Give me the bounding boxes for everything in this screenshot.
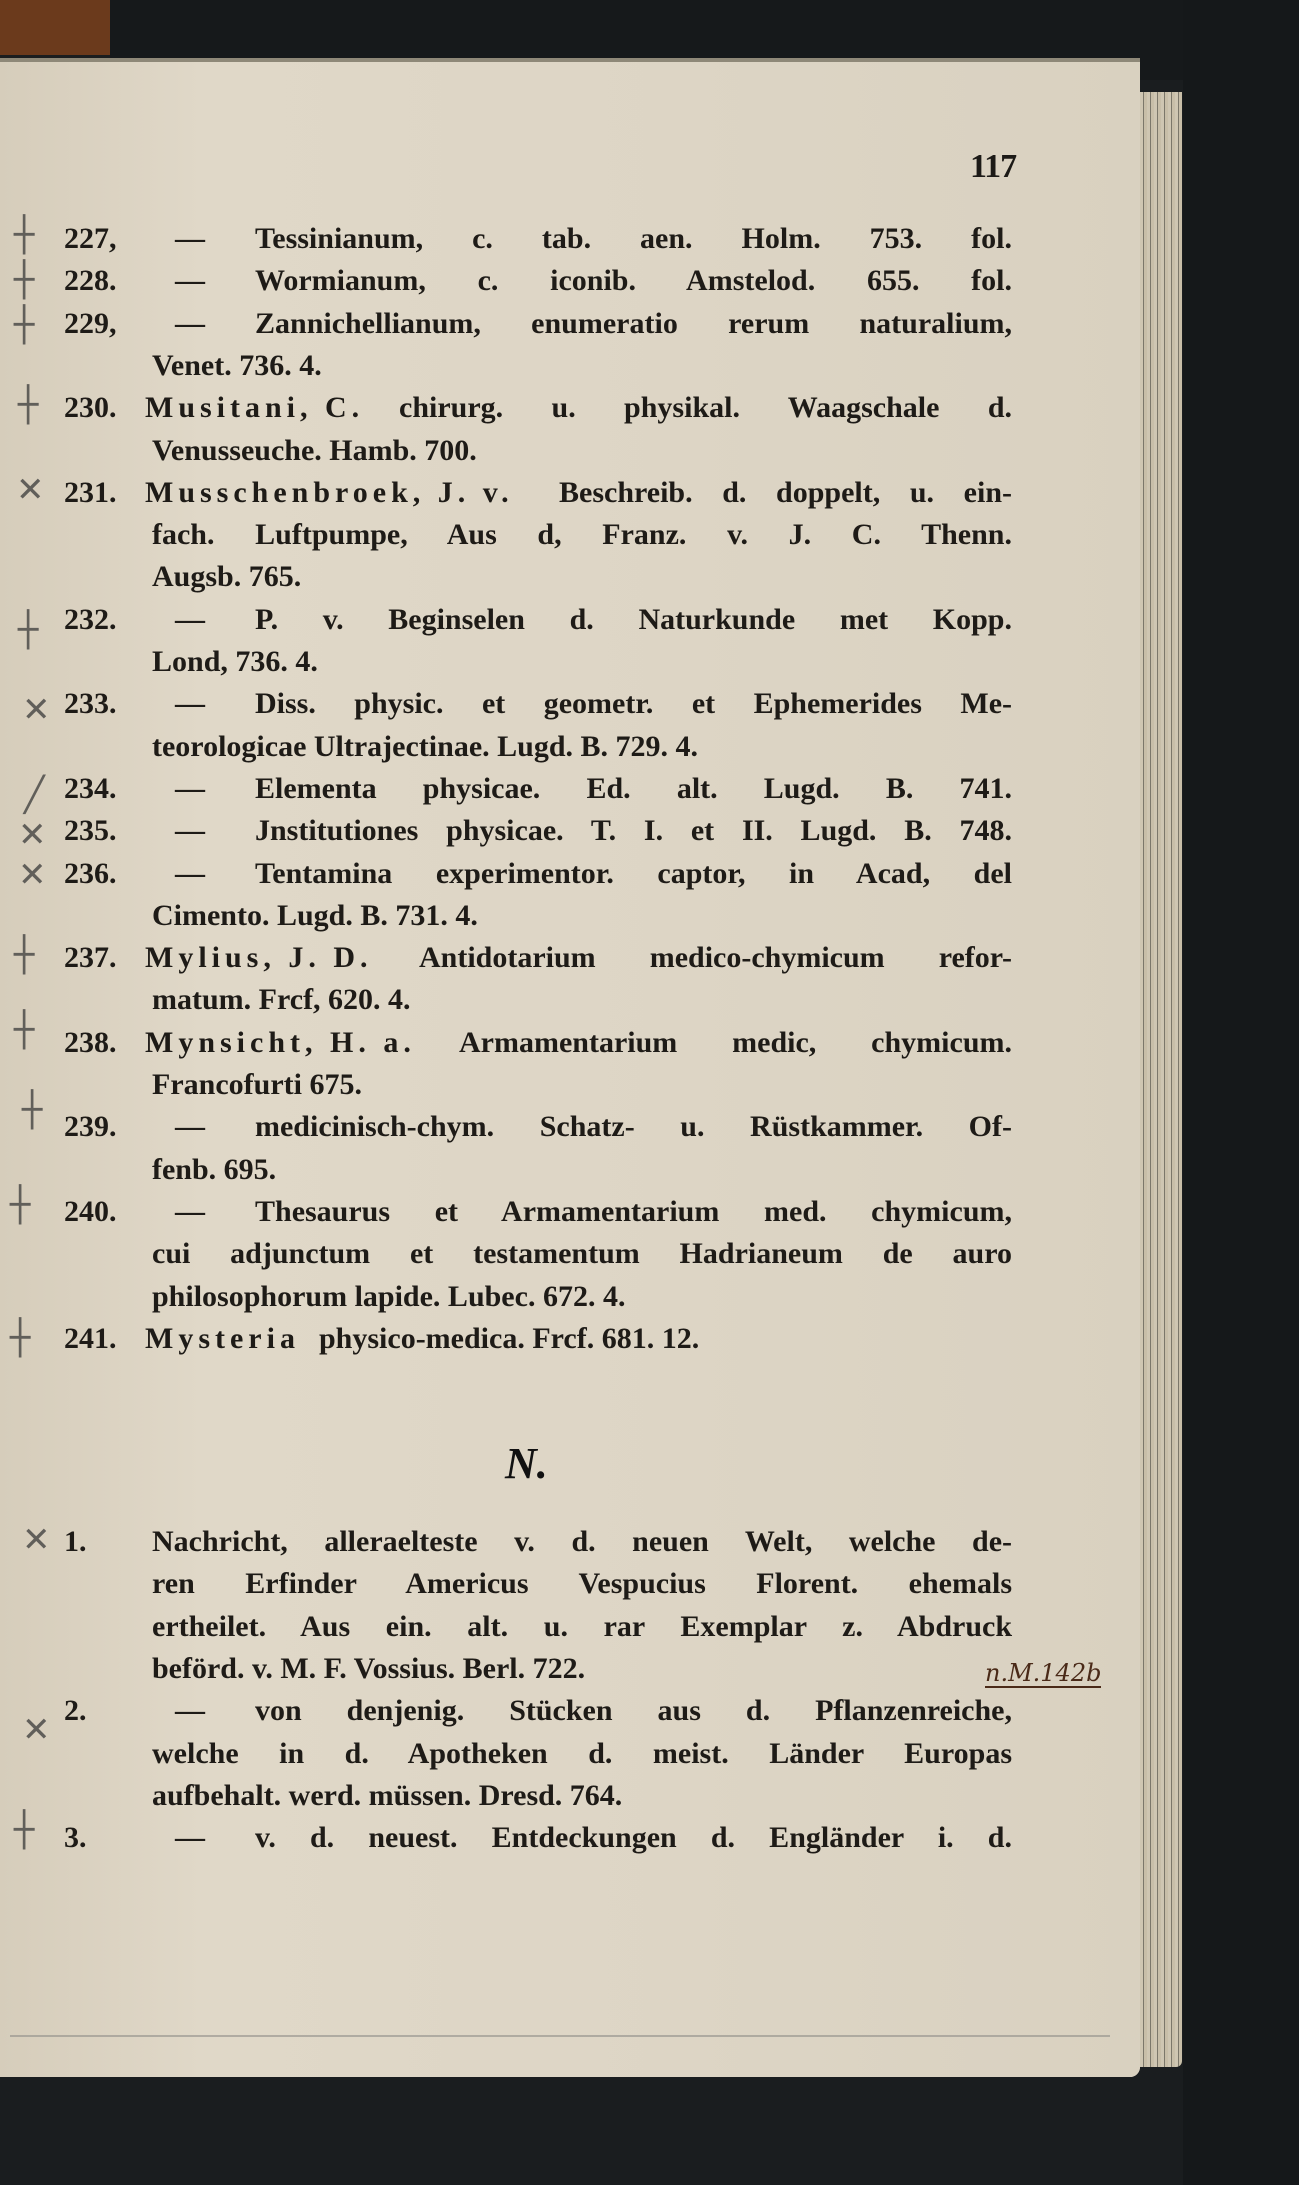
pencil-mark-icon: ┼ <box>22 1090 43 1130</box>
entry-text: Thesaurus et Armamentarium med. chymicum, <box>255 1194 1012 1228</box>
ditto-dash: — <box>175 1194 205 1228</box>
pencil-mark-icon: ✕ <box>22 690 51 730</box>
entry-line <box>0 1610 1140 1652</box>
entry-line <box>0 1694 1140 1736</box>
entry-text: von denjenig. Stücken aus d. Pflanzenreiche, <box>255 1694 1012 1728</box>
entry-line <box>0 476 1140 518</box>
entry-text-continued: matum. Frcf, 620. 4. <box>152 983 411 1017</box>
entry-line <box>0 1026 1140 1068</box>
entry-number: 241. <box>64 1321 117 1355</box>
entry-line <box>0 941 1140 983</box>
ditto-dash: — <box>175 602 205 636</box>
entry-text-continued: ren Erfinder Americus Vespucius Florent. ehemals <box>152 1567 1012 1601</box>
entry-text: Nachricht, alleraelteste v. d. neuen Welt, welche de- <box>152 1525 1012 1558</box>
entry-text: Beschreib. d. doppelt, u. ein- <box>559 475 1012 509</box>
entry-line <box>0 1237 1140 1279</box>
entry-text-continued: fach. Luftpumpe, Aus d, Franz. v. J. C. Thenn. <box>152 518 1012 552</box>
entry-line <box>0 1737 1140 1779</box>
pencil-mark-icon: ┼ <box>14 935 35 975</box>
entry-number: 228. <box>64 264 117 298</box>
entry-line <box>0 1322 1140 1364</box>
entry-text-continued: philosophorum lapide. Lubec. 672. 4. <box>152 1279 626 1313</box>
entry-text: Antidotarium medico-chymicum refor- <box>419 941 1012 975</box>
entry-line <box>0 391 1140 433</box>
pencil-mark-icon: ┼ <box>14 305 35 345</box>
entry-text-continued: welche in d. Apotheken d. meist. Länder Europas <box>152 1736 1012 1770</box>
entry-line <box>0 560 1140 602</box>
entry-text-continued: Cimento. Lugd. B. 731. 4. <box>152 898 478 932</box>
entry-author: Mylius, J. D. <box>145 941 373 975</box>
section-heading: N. <box>505 1439 548 1488</box>
pencil-line <box>10 2035 1110 2037</box>
entry-line <box>0 1280 1140 1322</box>
entry-text: Tentamina experimentor. captor, in Acad, del <box>255 856 1012 890</box>
entry-text-continued: teorologicae Ultrajectinae. Lugd. B. 729. 4. <box>152 729 699 763</box>
entry-text-continued: Lond, 736. 4. <box>152 645 318 678</box>
entry-number: 229, <box>64 306 117 340</box>
entry-author: Musitani, C. <box>145 391 365 425</box>
entry-number: 230. <box>64 391 117 425</box>
pencil-mark-icon: ┼ <box>14 260 35 300</box>
entry-text-continued: cui adjunctum et testamentum Hadrianeum de auro <box>152 1237 1012 1271</box>
entry-text: v. d. neuest. Entdeckungen d. Engländer i. d. <box>255 1821 1012 1855</box>
entry-text-continued: ertheilet. Aus ein. alt. u. rar Exemplar z. Abdruck <box>152 1609 1012 1643</box>
book-cover-corner <box>0 0 110 55</box>
ditto-dash: — <box>175 222 205 255</box>
entry-text-continued: Francofurti 675. <box>152 1068 362 1101</box>
entry-number: 232. <box>64 602 117 636</box>
pencil-mark-icon: ╱ <box>24 775 45 815</box>
entry-text-continued: beförd. v. M. F. Vossius. Berl. 722. <box>152 1651 586 1685</box>
entry-number: 237. <box>64 941 117 975</box>
entry-number: 1. <box>64 1525 87 1558</box>
entry-text: physico-medica. Frcf. 681. 12. <box>319 1321 700 1355</box>
pencil-mark-icon: ┼ <box>18 385 39 425</box>
ditto-dash: — <box>175 687 205 721</box>
handwritten-shelfmark: n.M.142b <box>985 1659 1102 1687</box>
entry-line <box>0 603 1140 645</box>
entry-line <box>0 1110 1140 1152</box>
entry-line <box>0 434 1140 476</box>
entry-number: 231. <box>64 475 117 509</box>
ditto-dash: — <box>175 306 205 340</box>
entry-line <box>0 1525 1140 1567</box>
entry-text: Wormianum, c. iconib. Amstelod. 655. fol. <box>255 264 1012 298</box>
pencil-mark-icon: ✕ <box>22 1520 51 1560</box>
ditto-dash: — <box>175 856 205 890</box>
ditto-dash: — <box>175 264 205 298</box>
entry-number: 2. <box>64 1694 87 1728</box>
entry-line <box>0 1652 1140 1694</box>
entry-text-continued: fenb. 695. <box>152 1152 277 1186</box>
entry-number: 238. <box>64 1025 117 1059</box>
entry-number: 3. <box>64 1821 87 1855</box>
entry-text-continued: Venet. 736. 4. <box>152 348 322 382</box>
entry-text-continued: Augsb. 765. <box>152 560 302 594</box>
entry-line <box>0 1153 1140 1195</box>
entry-line <box>0 1821 1140 1863</box>
ditto-dash: — <box>175 1821 205 1855</box>
entry-line <box>0 264 1140 306</box>
entry-number: 234. <box>64 771 117 805</box>
entry-text: Diss. physic. et geometr. et Ephemerides Me- <box>255 687 1012 721</box>
entry-line <box>0 645 1140 687</box>
pencil-mark-icon: ┼ <box>14 1810 35 1850</box>
pencil-mark-icon: ┼ <box>10 1318 31 1358</box>
entry-line <box>0 307 1140 349</box>
pencil-mark-icon: ✕ <box>22 1710 51 1750</box>
pencil-mark-icon: ┼ <box>14 215 35 255</box>
entry-text: Zannichellianum, enumeratio rerum naturalium, <box>255 306 1012 340</box>
entry-line <box>0 730 1140 772</box>
entry-text: Jnstitutiones physicae. T. I. et II. Lugd. B. 748. <box>255 814 1012 848</box>
entry-number: 239. <box>64 1110 117 1144</box>
entry-text-continued: aufbehalt. werd. müssen. Dresd. 764. <box>152 1778 623 1812</box>
entry-line <box>0 1068 1140 1110</box>
entry-number: 236. <box>64 856 117 890</box>
page-edges <box>1140 92 1182 2067</box>
entry-text: Tessinianum, c. tab. aen. Holm. 753. fol. <box>255 222 1012 255</box>
entry-line <box>0 222 1140 264</box>
ditto-dash: — <box>175 771 205 805</box>
pencil-mark-icon: ✕ <box>18 855 47 895</box>
entry-line <box>0 899 1140 941</box>
entry-line <box>0 1779 1140 1821</box>
entry-text: medicinisch-chym. Schatz- u. Rüstkammer. Of- <box>255 1110 1012 1144</box>
background-right <box>1183 0 1299 2185</box>
entry-line <box>0 772 1140 814</box>
entry-line <box>0 814 1140 856</box>
pencil-mark-icon: ✕ <box>18 815 47 855</box>
entry-text-continued: Venusseuche. Hamb. 700. <box>152 433 477 467</box>
page-number: 117 <box>970 148 1017 185</box>
entry-author: Musschenbroek, J. v. <box>145 475 514 509</box>
entry-text: P. v. Beginselen d. Naturkunde met Kopp. <box>255 602 1012 636</box>
entry-text: Elementa physicae. Ed. alt. Lugd. B. 741. <box>255 771 1012 805</box>
entry-line <box>0 518 1140 560</box>
entry-line <box>0 983 1140 1025</box>
pencil-mark-icon: ✕ <box>16 470 45 510</box>
pencil-mark-icon: ┼ <box>14 1010 35 1050</box>
entry-author: Mysteria <box>145 1321 300 1355</box>
entry-line <box>0 687 1140 729</box>
entry-line <box>0 857 1140 899</box>
ditto-dash: — <box>175 1694 205 1728</box>
ditto-dash: — <box>175 1110 205 1144</box>
pencil-mark-icon: ┼ <box>10 1185 31 1225</box>
entry-number: 235. <box>64 814 117 848</box>
ditto-dash: — <box>175 814 205 848</box>
entry-text: chirurg. u. physikal. Waagschale d. <box>399 391 1012 425</box>
entry-line <box>0 349 1140 391</box>
entry-number: 233. <box>64 687 117 721</box>
entry-line <box>0 1195 1140 1237</box>
entry-author: Mynsicht, H. a. <box>145 1025 416 1059</box>
entry-line <box>0 1567 1140 1609</box>
entry-number: 227, <box>64 222 117 255</box>
entry-number: 240. <box>64 1194 117 1228</box>
pencil-mark-icon: ┼ <box>18 610 39 650</box>
entry-text: Armamentarium medic, chymicum. <box>459 1025 1012 1059</box>
